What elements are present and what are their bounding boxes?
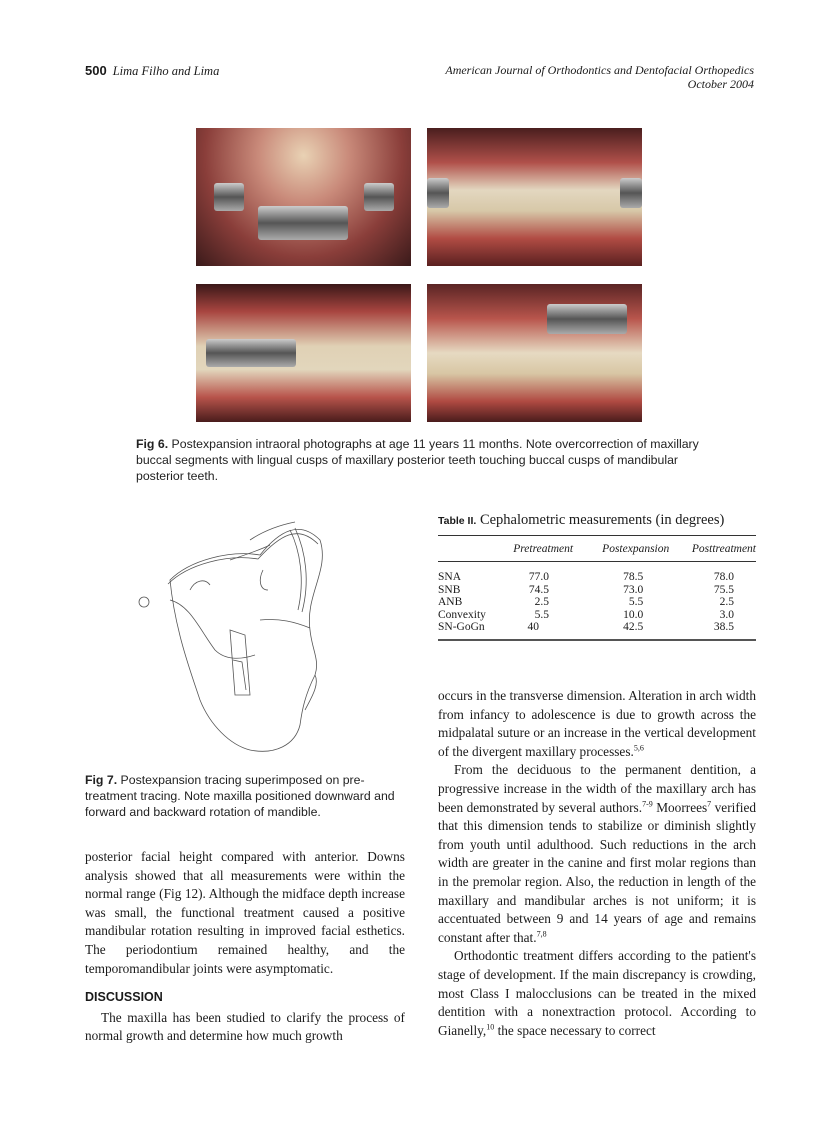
table-header-row (438, 536, 756, 562)
issue-date: October 2004 (687, 77, 754, 91)
table-row (438, 609, 756, 622)
text: verified that this dimension tends to stabilize or diminish slightly from youth until adulthood. Such reductions in the arch width are greater in the canine and first molar regions than in the premolar region. Also, the reduction in length of the maxillary and mandibular arches is not uniform; it is accentuated between 9 and 14 years of age and remains constant after that. (438, 799, 756, 945)
table-cell: 40 (527, 621, 540, 633)
table-label: Table II. (438, 515, 477, 527)
text: Moorrees (652, 799, 708, 815)
journal-name: American Journal of Orthodontics and Dentofacial Orthopedics (445, 63, 754, 77)
fig6-caption (136, 436, 706, 484)
text: the space necessary to correct (494, 1022, 656, 1038)
citation: 7 (707, 799, 712, 809)
table-row (438, 562, 756, 584)
table-cell: 5.5 (534, 608, 550, 621)
left-column-text (85, 848, 405, 1046)
paragraph (438, 761, 756, 947)
citation: 7,8 (536, 929, 547, 939)
column-header: Postexpansion (585, 536, 677, 562)
table-row (438, 584, 756, 597)
column-header: Pretreatment (497, 536, 585, 562)
column-header: Posttreatment (677, 536, 756, 562)
text: From the deciduous to the permanent dentition, a progressive increase in the width of the maxillary arch has been demonstrated by several authors. (438, 762, 756, 815)
fig7-label: Fig 7. (85, 773, 118, 787)
page-number: 500 (85, 63, 107, 78)
fig7-text: Postexpansion tracing superimposed on pre-treatment tracing. Note maxilla positioned downward and forward and backward rotation of mandible. (85, 773, 395, 819)
paragraph: posterior facial height compared with anterior. Downs analysis showed that all measurements were within the normal range (Fig 12). Although the midface depth increase was small, the functional treatment caused a positive mandibular rotation resulting in improved facial esthetics. The periodontium remained healthy, and the temporomandibular joints were asymptomatic. (85, 849, 405, 976)
table-cell: 38.5 (713, 621, 734, 633)
citation: 10 (486, 1022, 495, 1032)
section-heading-discussion: DISCUSSION (85, 990, 163, 1005)
running-header-right (445, 63, 754, 91)
table-cell: 10.0 (623, 608, 644, 621)
table-cell: 2.5 (719, 596, 734, 608)
table-cell: 5.5 (628, 596, 644, 608)
table-cell: 74.5 (528, 583, 550, 596)
paragraph (438, 947, 756, 1040)
paragraph (438, 687, 756, 761)
intraoral-photo-right (196, 284, 411, 422)
table-cell: 42.5 (623, 621, 644, 633)
citation: 7-9 (642, 799, 653, 809)
intraoral-photo-left (427, 284, 642, 422)
table-cell: ANB (438, 596, 463, 608)
intraoral-photo-occlusal (196, 128, 411, 266)
fig6-text: Postexpansion intraoral photographs at age 11 years 11 months. Note overcorrection of maxillary buccal segments with lingual cusps of maxillary posterior teeth touching buccal cusps of mandibular posterior teeth. (136, 437, 699, 483)
text: occurs in the transverse dimension. Alteration in arch width from infancy to adolescence is due to growth across the midpalatal suture or an increase in the vertical development of the divergent maxillary processes. (438, 688, 756, 759)
cephalometric-tracing (130, 510, 390, 760)
table-title (438, 512, 756, 529)
table-cell: 3.0 (719, 608, 734, 621)
column-header (438, 536, 497, 562)
fig6-label: Fig 6. (136, 437, 169, 451)
right-column-text (438, 687, 756, 1040)
table-row (438, 596, 756, 609)
intraoral-photo-frontal (427, 128, 642, 266)
table-cell: 77.0 (528, 571, 550, 583)
running-header-left (85, 63, 219, 79)
table-cell: 73.0 (623, 583, 644, 596)
table-cell: SN-GoGn (438, 621, 485, 633)
table-cell: 75.5 (713, 583, 734, 596)
table-cell: SNB (438, 583, 461, 596)
table-cell: 78.0 (713, 571, 734, 583)
fig7-caption (85, 772, 405, 820)
paragraph: The maxilla has been studied to clarify the process of normal growth and determine how much growth (85, 1009, 405, 1044)
table-cell: SNA (438, 571, 462, 583)
table-cephalometric (438, 512, 756, 641)
table-row (438, 621, 756, 640)
citation: 5,6 (633, 743, 644, 753)
table-cell: Convexity (438, 608, 486, 621)
table-title-text: Cephalometric measurements (in degrees) (479, 512, 725, 528)
table-cell: 78.5 (623, 571, 644, 583)
authors: Lima Filho and Lima (112, 64, 220, 78)
text: Orthodontic treatment differs according to the patient's stage of development. If the main discrepancy is crowding, most Class I malocclusions can be treated in the mixed dentition with a nonextraction protocol. According to Gianelly, (438, 948, 756, 1038)
table-cell: 2.5 (534, 596, 550, 608)
